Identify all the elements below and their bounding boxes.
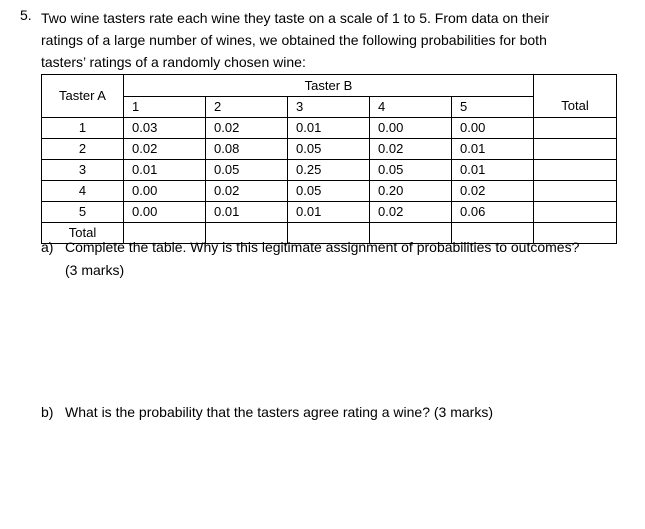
- cell: 0.03: [124, 118, 206, 139]
- question-line: ratings of a large number of wines, we obtained the following probabilities for both: [41, 32, 547, 48]
- cell: 0.02: [370, 202, 452, 223]
- cell: 0.02: [206, 118, 288, 139]
- total-row-label: Total: [42, 223, 124, 244]
- part-a-text: Complete the table. Why is this legitimate assignment of probabilities to outcomes?: [65, 239, 580, 255]
- question-text: [41, 7, 621, 73]
- cell: 0.00: [124, 181, 206, 202]
- part-a-label: a): [41, 239, 54, 255]
- total-column-header: Total: [534, 75, 617, 118]
- col-header-taster-b: Taster B: [124, 75, 534, 97]
- row-label: 1: [42, 118, 124, 139]
- cell: 0.01: [206, 202, 288, 223]
- cell: 0.00: [370, 118, 452, 139]
- row-label: 5: [42, 202, 124, 223]
- cell: 0.01: [452, 139, 534, 160]
- cell: 0.05: [206, 160, 288, 181]
- cell: 0.02: [452, 181, 534, 202]
- cell: 0.02: [124, 139, 206, 160]
- part-b-label: b): [41, 404, 54, 420]
- cell: 0.05: [370, 160, 452, 181]
- cell: 0.20: [370, 181, 452, 202]
- table-row: [42, 202, 617, 223]
- question-line: tasters’ ratings of a randomly chosen wine:: [41, 54, 306, 70]
- row-label: 4: [42, 181, 124, 202]
- part-a: [41, 236, 579, 282]
- cell: 0.02: [370, 139, 452, 160]
- row-label: 3: [42, 160, 124, 181]
- row-total-cell: [534, 202, 617, 223]
- cell: 0.05: [288, 139, 370, 160]
- question-line: Two wine tasters rate each wine they taste on a scale of 1 to 5. From data on their: [41, 10, 550, 26]
- cell: 0.01: [452, 160, 534, 181]
- table-row: [42, 139, 617, 160]
- part-a-marks: (3 marks): [65, 262, 125, 278]
- row-total-cell: [534, 160, 617, 181]
- row-header-taster-a: Taster A: [42, 75, 124, 118]
- row-label: 2: [42, 139, 124, 160]
- cell: 0.06: [452, 202, 534, 223]
- table-row: [42, 160, 617, 181]
- question-number: 5.: [20, 7, 32, 23]
- row-total-cell: [534, 118, 617, 139]
- cell: 0.02: [206, 181, 288, 202]
- probability-table: [41, 74, 617, 244]
- cell: 0.05: [288, 181, 370, 202]
- cell: 0.25: [288, 160, 370, 181]
- col-label: 5: [452, 97, 534, 118]
- col-label: 3: [288, 97, 370, 118]
- part-b: [41, 402, 493, 422]
- table-row: [42, 118, 617, 139]
- row-total-cell: [534, 139, 617, 160]
- col-label: 2: [206, 97, 288, 118]
- cell: 0.01: [124, 160, 206, 181]
- cell: 0.01: [288, 118, 370, 139]
- table-row: [42, 181, 617, 202]
- cell: 0.08: [206, 139, 288, 160]
- part-b-text: What is the probability that the tasters agree rating a wine? (3 marks): [65, 404, 493, 420]
- col-label: 1: [124, 97, 206, 118]
- col-label: 4: [370, 97, 452, 118]
- cell: 0.01: [288, 202, 370, 223]
- cell: 0.00: [452, 118, 534, 139]
- cell: 0.00: [124, 202, 206, 223]
- row-total-cell: [534, 181, 617, 202]
